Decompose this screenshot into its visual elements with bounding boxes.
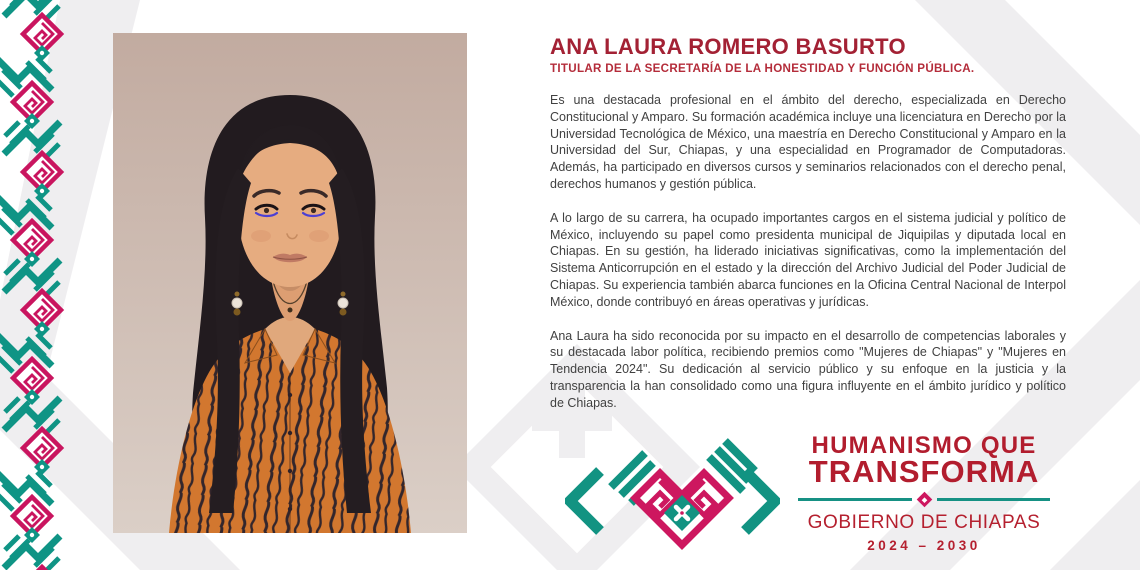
- diamond-icon: [916, 492, 932, 508]
- left-border-pattern-icon: [0, 0, 86, 570]
- portrait-photo: [113, 33, 467, 533]
- chiapas-heart-logo-icon: [565, 423, 780, 563]
- profile-title: TITULAR DE LA SECRETARÍA DE LA HONESTIDAD Y FUNCIÓN PÚBLICA.: [550, 62, 975, 75]
- divider-line-left: [798, 498, 912, 501]
- logo-line2: TRANSFORMA: [808, 454, 1040, 489]
- logo-divider: [798, 494, 1050, 505]
- logo-text-block: [798, 432, 1050, 553]
- bio-paragraph-2: A lo largo de su carrera, ha ocupado importantes cargos en el sistema judicial y político de México, incluyendo su papel como presidenta municipal de Jiquipilas y diputada local en Chiapas. En su gestión, ha liderado iniciativas significativas, como la implementación del Sistema Anticorrupción en el estado y la dirección del Archivo Judicial del Poder Judicial de Chiapas. Su experiencia también abarca funciones en la Oficina Central Nacional de Interpol México, donde contribuyó en áreas operativas y jurídicas.: [550, 210, 1066, 309]
- profile-name: ANA LAURA ROMERO BASURTO: [550, 34, 906, 59]
- bio-paragraph-1: Es una destacada profesional en el ámbito del derecho, especializada en Derecho Constitucional y Amparo. Su formación académica incluye una licenciatura en Derecho por la Universidad Tecnológica de México, una maestría en Derecho Constitucional y Amparo en la Universidad del Sur, Chiapas, y una especialidad en Programador de Computadoras. Además, ha participado en diversos cursos y seminarios relacionados con el derecho penal, derechos humanos y gestión pública.: [550, 93, 1066, 191]
- logo-government: GOBIERNO DE CHIAPAS: [807, 512, 1041, 533]
- government-logo: [560, 413, 1120, 570]
- bio-paragraph-3: Ana Laura ha sido reconocida por su impacto en el desarrollo de competencias laborales y su destacada labor política, recibiendo premios como "Mujeres de Chiapas" y "Mujeres en Tendencia 2024". Su dedicación al servicio público y su enfoque en la justicia y la transparencia la han consolidado como una figura influyente en el ámbito jurídico y político de Chiapas.: [550, 328, 1066, 410]
- logo-line1: HUMANISMO QUE: [811, 432, 1037, 459]
- bio-section: [550, 36, 1066, 429]
- logo-period: 2024 – 2030: [867, 538, 981, 553]
- divider-line-right: [937, 498, 1051, 501]
